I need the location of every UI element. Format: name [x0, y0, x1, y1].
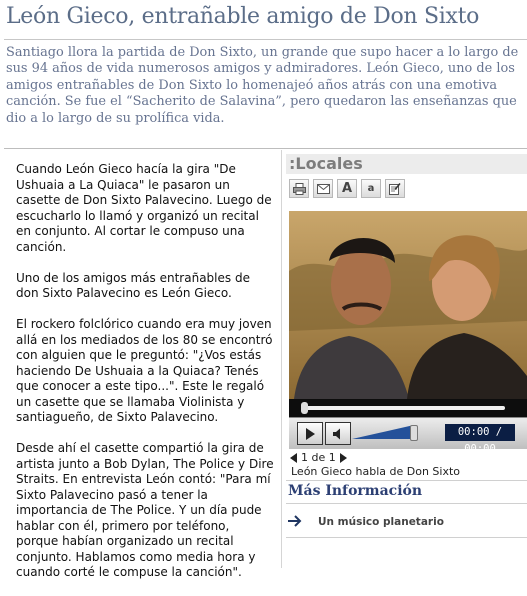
font-decrease-button[interactable]: a [361, 179, 381, 198]
arrow-right-icon [288, 512, 310, 531]
divider [4, 148, 527, 149]
divider [286, 537, 527, 538]
progress-scrubber[interactable] [289, 399, 527, 417]
play-button[interactable] [297, 422, 323, 445]
paragraph: Uno de los amigos más entrañables de don Sixto Palavecino es León Gieco. [16, 270, 250, 300]
article-body [16, 162, 274, 596]
divider [286, 480, 527, 481]
related-link[interactable] [288, 512, 444, 531]
envelope-icon[interactable] [313, 179, 333, 198]
font-increase-button[interactable]: A [337, 179, 357, 198]
printer-icon[interactable] [289, 179, 309, 198]
player-controls [289, 417, 527, 455]
progress-handle[interactable] [301, 402, 308, 414]
divider [4, 39, 527, 40]
next-arrow-icon[interactable] [340, 453, 347, 463]
more-info-heading: Más Información [288, 483, 423, 499]
article-lead: Santiago llora la partida de Don Sixto, un grande que supo hacer a lo largo de sus 94 años de vida numerosos amigos y admiradores. León Gieco, uno de los amigos entrañables de Don Sixto lo homenajeó años atrás con una emotiva canción. Se fue el “Sacherito de Salavina”, pero quedaron las enseñanzas que dio a lo largo de su prolífica vida. [6, 45, 519, 126]
previous-arrow-icon[interactable] [290, 453, 297, 463]
volume-level [352, 425, 414, 439]
paragraph: Cuando León Gieco hacía la gira "De Ushuaia a La Quiaca" le pasaron un casette de Don Sixto Palavecino. Luego de escucharlo lo llamó y organizó un recital en conjunto. Al cortar le compuso una canción. [16, 162, 272, 254]
progress-track [305, 406, 505, 410]
pager-label: 1 de 1 [301, 451, 336, 464]
mute-button[interactable] [325, 422, 351, 445]
article-headline: León Gieco, entrañable amigo de Don Sixto [6, 4, 480, 29]
gallery-pager [290, 451, 347, 464]
column-divider [281, 150, 282, 568]
related-link-label[interactable]: Un músico planetario [318, 515, 444, 528]
media-caption: León Gieco habla de Don Sixto [291, 465, 461, 478]
paragraph: Desde ahí el casette compartió la gira de artista junto a Bob Dylan, The Police y Dire Straits. En entrevista León contó: "Para mí Sixto Palavecino pasó a tener la importancia de The Police. Y un día pude hablar con él, primero por teléfono, porque habían organizado un recital conjunto. Hablamos como media hora y cuando corté le compuse la canción". [16, 441, 274, 579]
article-toolbar [289, 179, 405, 198]
divider [286, 503, 527, 504]
paragraph: El rockero folclórico cuando era muy joven allá en los mediados de los 80 se encontró con alguien que le preguntó: "¿Vos estás haciendo De Ushuaia a la Quiaca? Tenés que conocer a este tipo...". Este le regaló un casette que se llamaba Violinista y santiagueño, de Sixto Palavecino. [16, 317, 273, 424]
volume-handle[interactable] [410, 425, 418, 441]
video-still-photo[interactable] [289, 211, 527, 399]
notepad-icon[interactable] [385, 179, 405, 198]
volume-slider[interactable] [352, 425, 422, 439]
section-title: :Locales [286, 154, 527, 174]
time-display: 00:00 / 00:00 [445, 424, 515, 441]
